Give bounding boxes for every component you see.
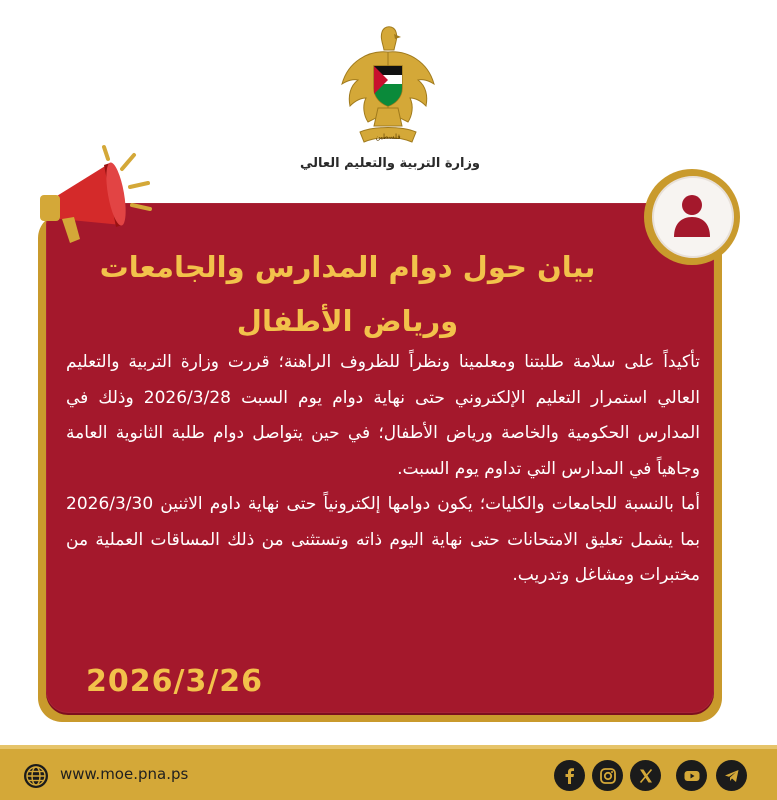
user-icon (670, 193, 714, 239)
paragraph-schools: تأكيداً على سلامة طلبتنا ومعلمينا ونظراً للظروف الراهنة؛ قررت وزارة التربية والتعليم العالي استمرار التعليم الإلكتروني حتى نهاية دوام يوم السبت 2026/3/28 وذلك في المدارس الحكومية والخاصة ورياض الأطفال؛ في حين يتواصل دوام طلبة الثانوية العامة وجاهياً في المدارس التي تداوم يوم السبت. (66, 352, 701, 479)
paragraph-universities: أما بالنسبة للجامعات والكليات؛ يكون دوامها إلكترونياً حتى نهاية داوم الاثنين 2026/3/30 بما يشمل تعليق الامتحانات حتى نهاية اليوم ذاته وتستثنى من ذلك المساقات العملية من مختبرات ومشاغل وتدريب. (66, 494, 700, 585)
instagram-icon[interactable] (592, 760, 623, 791)
ministry-name: وزارة التربية والتعليم العالي (299, 156, 481, 171)
youtube-icon[interactable] (676, 760, 707, 791)
x-icon[interactable] (630, 760, 661, 791)
announcement-date: 2026/3/26 (86, 664, 264, 699)
title-line-2: ورياض الأطفال (236, 304, 459, 338)
logo-scroll-text: فلسطين (375, 133, 401, 141)
website-link[interactable]: www.moe.pna.ps (60, 765, 189, 783)
title-line-1: بيان حول دوام المدارس والجامعات (99, 250, 596, 284)
telegram-icon[interactable] (716, 760, 747, 791)
facebook-icon[interactable] (554, 760, 585, 791)
megaphone-icon (30, 143, 165, 253)
globe-icon (22, 762, 50, 790)
ministry-logo (338, 22, 438, 152)
announcement-body (66, 345, 700, 594)
announcement-title (60, 240, 635, 348)
palestine-eagle-emblem-icon (338, 22, 438, 152)
